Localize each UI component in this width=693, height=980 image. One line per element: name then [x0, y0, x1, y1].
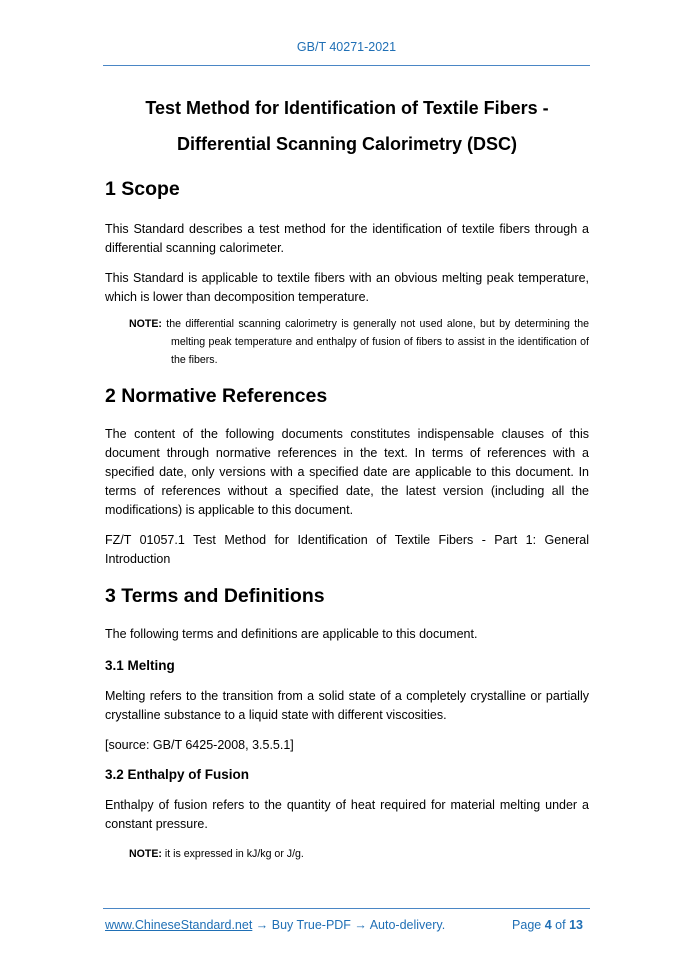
melting-source: [source: GB/T 6425-2008, 3.5.5.1]	[105, 738, 294, 752]
note-label: NOTE:	[129, 848, 162, 860]
title-line-1: Test Method for Identification of Textile Fibers -	[145, 98, 549, 118]
scope-paragraph-2: This Standard is applicable to textile fibers with an obvious melting peak temperature, which is lower than decomposition temperature.	[105, 271, 589, 304]
page-of-word: of	[555, 918, 566, 932]
section-heading-scope: 1 Scope	[105, 178, 180, 200]
note-label: NOTE:	[129, 318, 162, 330]
note-text: the differential scanning calorimetry is generally not used alone, but by determining the melting peak temperature and enthalpy of fusion of fibers to assist in the identification of the fibers.	[161, 318, 589, 366]
subsection-heading-enthalpy: 3.2 Enthalpy of Fusion	[105, 767, 250, 782]
total-pages: 13	[569, 918, 583, 932]
page-content	[105, 90, 589, 863]
footer-promo-text: → Buy True-PDF → Auto-delivery.	[252, 918, 446, 932]
normative-paragraph-1: The content of the following documents constitutes indispensable clauses of this document through normative references in the text. In terms of references with a specified date, only versions with a specified date are applicable to this document. In terms of references without a specified date, the latest version (including all the modifications) is applicable to this document.	[105, 427, 589, 517]
footer-divider	[103, 908, 590, 909]
enthalpy-note	[105, 845, 589, 863]
page-word: Page	[512, 918, 542, 932]
title-line-2: Differential Scanning Calorimetry (DSC)	[176, 134, 518, 154]
header-divider	[103, 65, 590, 66]
section-heading-terms: 3 Terms and Definitions	[105, 585, 325, 607]
current-page: 4	[544, 918, 552, 932]
website-link[interactable]: www.ChineseStandard.net	[105, 918, 253, 932]
header-standard-code: GB/T 40271-2021	[296, 40, 397, 54]
melting-definition: Melting refers to the transition from a solid state of a completely crystalline or partially crystalline substance to a liquid state with different viscosities.	[105, 689, 589, 722]
terms-intro: The following terms and definitions are applicable to this document.	[105, 627, 478, 641]
section-heading-normative-references: 2 Normative References	[105, 385, 328, 407]
subsection-heading-melting: 3.1 Melting	[105, 658, 175, 673]
scope-paragraph-1: This Standard describes a test method for the identification of textile fibers through a differential scanning calorimeter.	[105, 222, 589, 255]
scope-note	[105, 315, 589, 369]
document-title	[105, 90, 589, 162]
page-footer	[105, 918, 589, 932]
normative-reference-item: FZ/T 01057.1 Test Method for Identification of Textile Fibers - Part 1: General Introduction	[105, 533, 589, 566]
page-number	[512, 918, 583, 932]
enthalpy-definition: Enthalpy of fusion refers to the quantity of heat required for material melting under a constant pressure.	[105, 798, 589, 831]
note-text: it is expressed in kJ/kg or J/g.	[161, 848, 304, 860]
